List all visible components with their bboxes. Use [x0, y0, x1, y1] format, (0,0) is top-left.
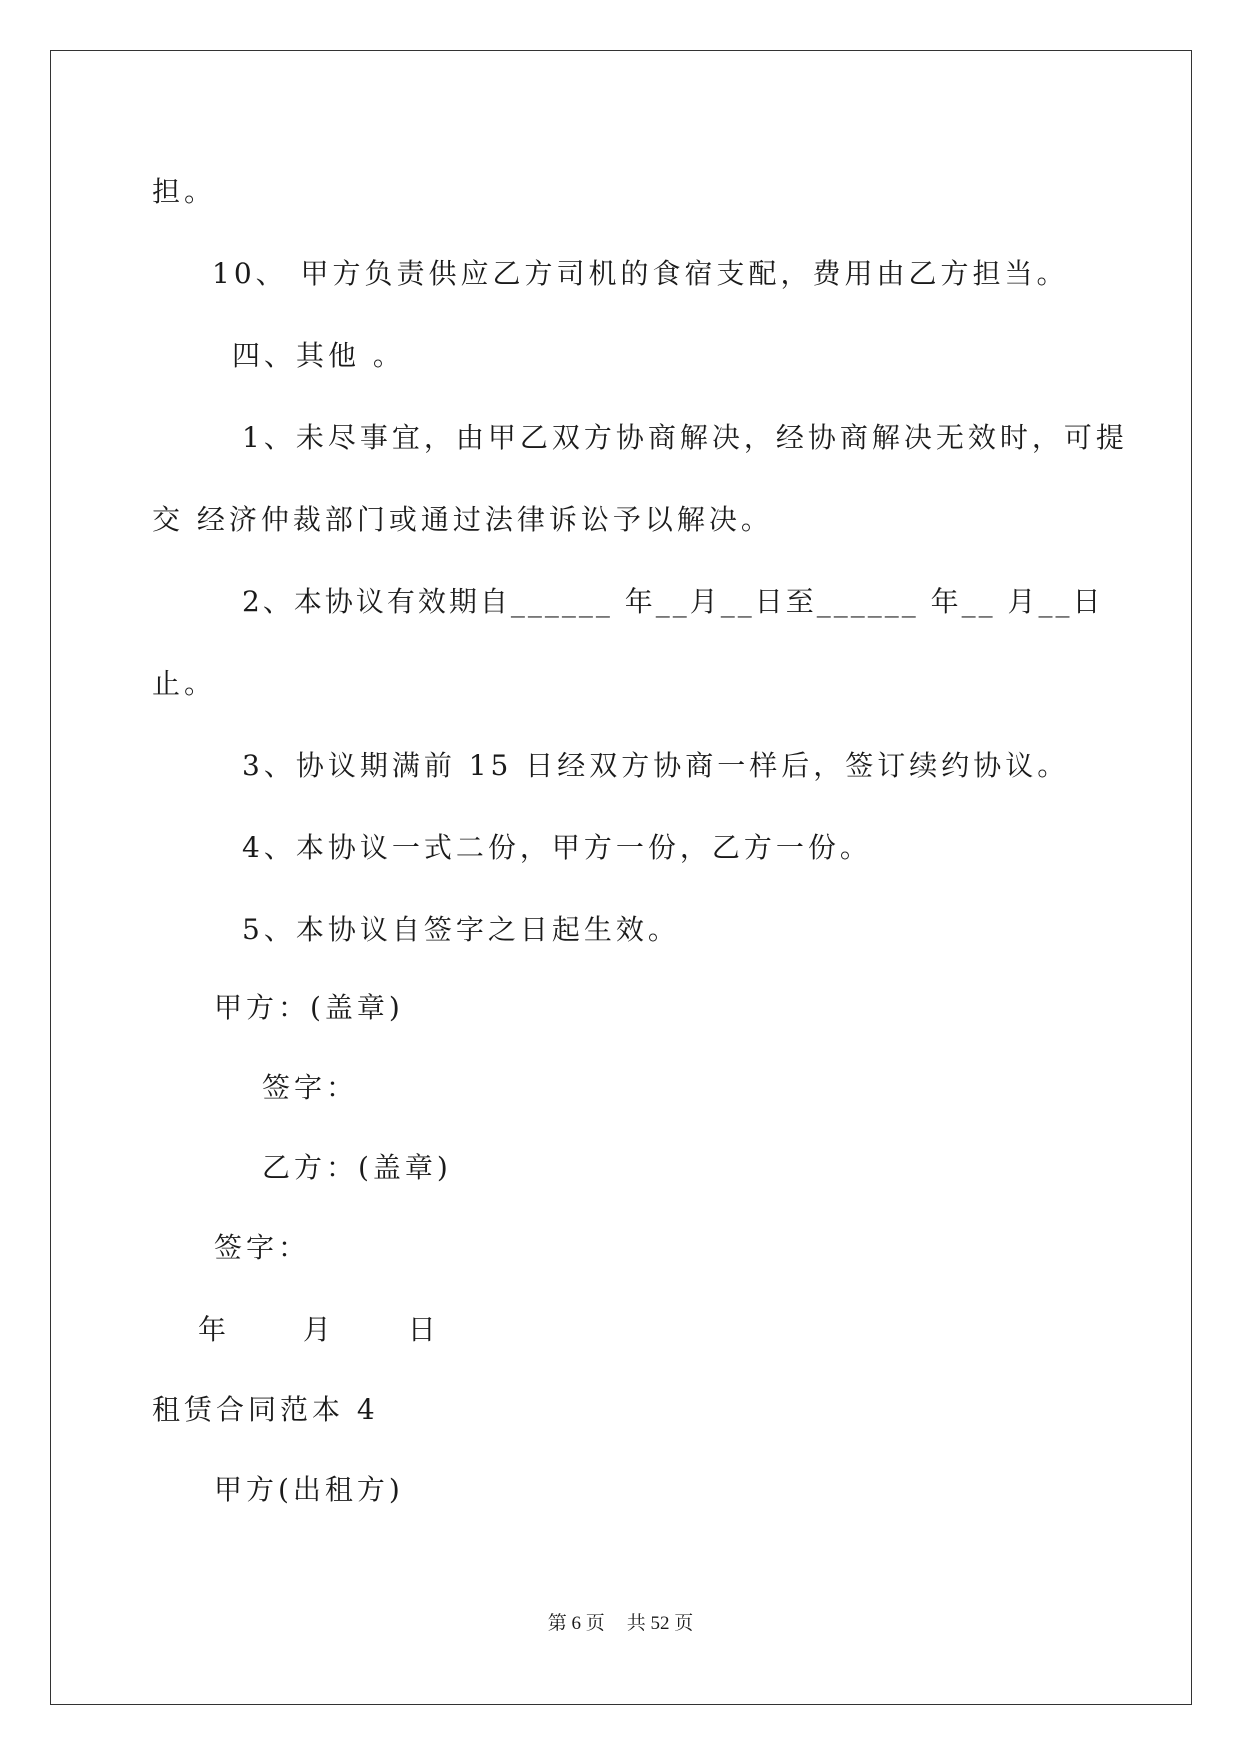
clause-2-continued: 止。 — [152, 667, 217, 700]
clause-3: 3、协议期满前 15 日经双方协商一样后，签订续约协议。 — [242, 749, 1070, 782]
clause-5: 5、本协议自签字之日起生效。 — [242, 913, 680, 946]
party-a-signature: 签字： — [262, 1071, 359, 1104]
section-heading-other: 四、其他 。 — [232, 339, 405, 372]
party-b-seal: 乙方：(盖章) — [262, 1151, 452, 1184]
page-footer — [0, 1612, 1241, 1636]
date-line: 年 月 日 — [198, 1313, 440, 1346]
contract-title: 租赁合同范本 4 — [152, 1393, 379, 1426]
text-line: 担。 — [152, 175, 217, 208]
page-number: 第 6 页 — [547, 1613, 605, 1634]
party-a-seal: 甲方：(盖章) — [214, 991, 404, 1024]
total-pages: 共 52 页 — [626, 1613, 694, 1634]
page-border — [50, 50, 1192, 1705]
party-b-signature: 签字： — [214, 1231, 311, 1264]
clause-4: 4、本协议一式二份，甲方一份，乙方一份。 — [242, 831, 872, 864]
clause-10: 10、 甲方负责供应乙方司机的食宿支配，费用由乙方担当。 — [212, 257, 1069, 290]
party-a-lessor: 甲方(出租方) — [214, 1473, 404, 1506]
clause-2: 2、本协议有效期自______ 年__月__日至______ 年__ 月__日 — [242, 585, 1104, 618]
clause-1: 1、未尽事宜，由甲乙双方协商解决，经协商解决无效时，可提 — [242, 421, 1128, 454]
clause-1-continued: 交 经济仲裁部门或通过法律诉讼予以解决。 — [152, 503, 773, 536]
